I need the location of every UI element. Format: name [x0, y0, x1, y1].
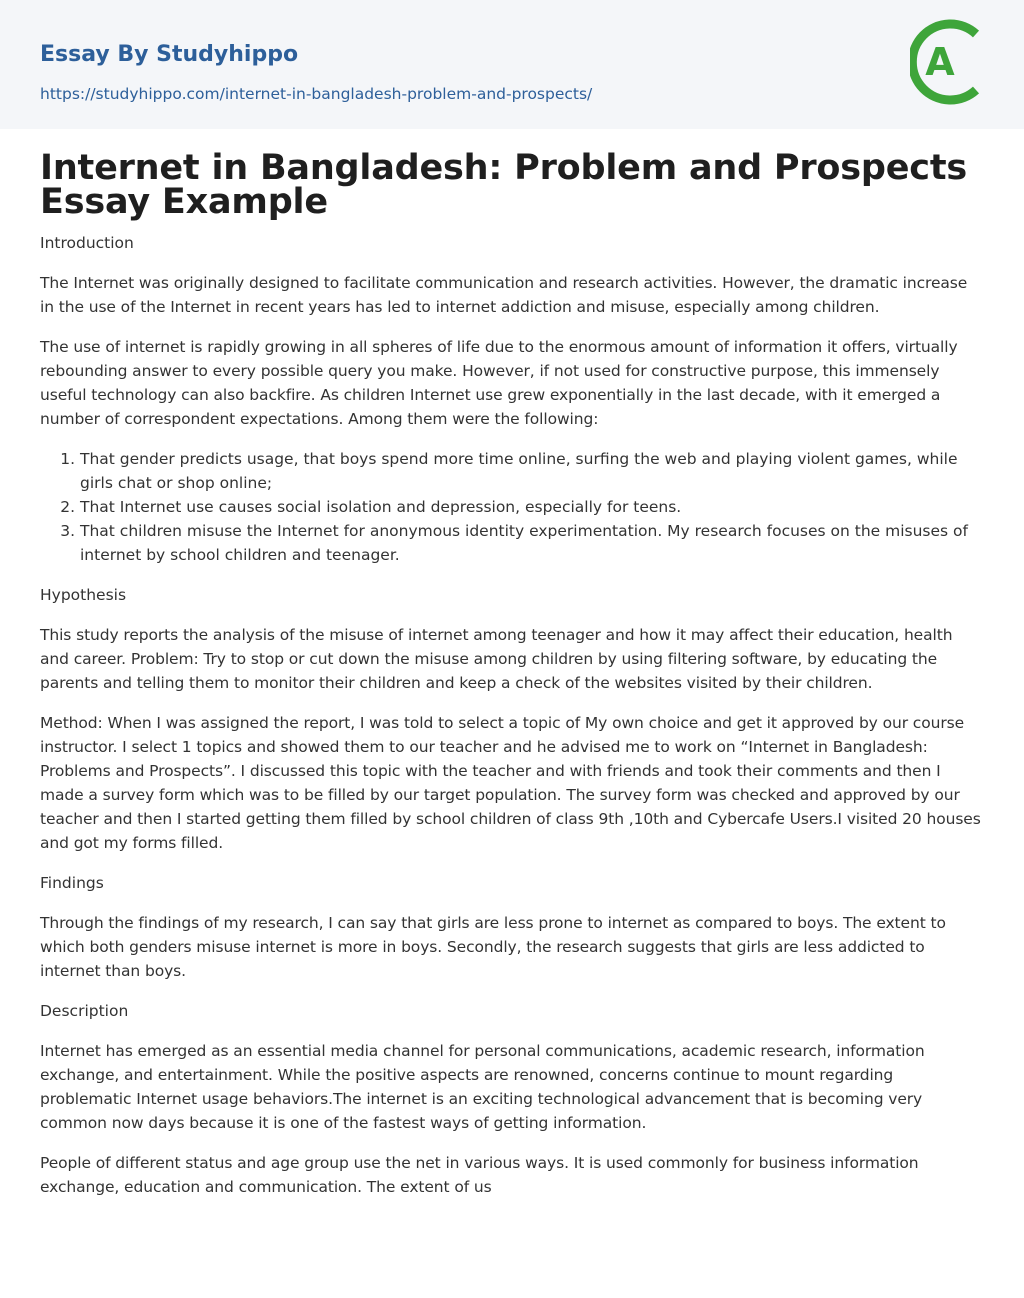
- section-label-description: Description: [40, 1002, 129, 1020]
- list-item: 3. That children misuse the Internet for anonymous identity experimentation. My research focuses on the misuses of internet by school children and teenager.: [80, 519, 984, 567]
- intro-paragraph-1: The Internet was originally designed to facilitate communication and research activities. However, the dramatic increase in the use of the Internet in recent years has led to internet addiction and misuse, especially among children.: [40, 274, 968, 316]
- logo-letter: A: [925, 40, 955, 84]
- article-url-link[interactable]: https://studyhippo.com/internet-in-bangladesh-problem-and-prospects/: [40, 85, 593, 103]
- description-paragraph-2: People of different status and age group use the net in various ways. It is used commonly for business information exchange, education and communication. The extent of us: [40, 1154, 919, 1196]
- studyhippo-logo-icon[interactable]: [910, 16, 990, 108]
- section-label-introduction: Introduction: [40, 234, 134, 252]
- hypothesis-paragraph: This study reports the analysis of the misuse of internet among teenager and how it may affect their education, health and career. Problem: Try to stop or cut down the misuse among children by using filtering software, by educating the parents and telling them to monitor their children and keep a check of the websites visited by their children.: [40, 626, 953, 692]
- method-paragraph: Method: When I was assigned the report, I was told to select a topic of My own choice and get it approved by our course instructor. I select 1 topics and showed them to our teacher and he advised me to work on “Internet in Bangladesh: Problems and Prospects”. I discussed this topic with the teacher and with friends and took their comments and then I made a survey form which was to be filled by our target population. The survey form was checked and approved by our teacher and then I started getting them filled by school children of class 9th ,10th and Cybercafe Users.I visited 20 houses and got my forms filled.: [40, 714, 981, 852]
- article-body: [0, 129, 1024, 1199]
- page-title: Internet in Bangladesh: Problem and Prospects Essay Example: [40, 148, 968, 222]
- section-label-hypothesis: Hypothesis: [40, 586, 127, 604]
- brand-link[interactable]: Essay By Studyhippo: [40, 42, 299, 67]
- findings-paragraph: Through the findings of my research, I can say that girls are less prone to internet as compared to boys. The extent to which both genders misuse internet is more in boys. Secondly, the research suggests that girls are less addicted to internet than boys.: [40, 914, 946, 980]
- expectations-list: [40, 447, 984, 567]
- intro-paragraph-2: The use of internet is rapidly growing in all spheres of life due to the enormous amount of information it offers, virtually rebounding answer to every possible query you make. However, if not used for constructive purpose, this immensely useful technology can also backfire. As children Internet use grew exponentially in the last decade, with it emerged a number of correspondent expectations. Among them were the following:: [40, 338, 958, 428]
- description-paragraph-1: Internet has emerged as an essential media channel for personal communications, academic research, information exchange, and entertainment. While the positive aspects are renowned, concerns continue to mount regarding problematic Internet usage behaviors.The internet is an exciting technological advancement that is becoming very common now days because it is one of the fastest ways of getting information.: [40, 1042, 925, 1132]
- section-label-findings: Findings: [40, 874, 104, 892]
- site-header: [0, 0, 1024, 129]
- list-item: 2. That Internet use causes social isolation and depression, especially for teens.: [80, 495, 984, 519]
- list-item: 1. That gender predicts usage, that boys spend more time online, surfing the web and playing violent games, while girls chat or shop online;: [80, 447, 984, 495]
